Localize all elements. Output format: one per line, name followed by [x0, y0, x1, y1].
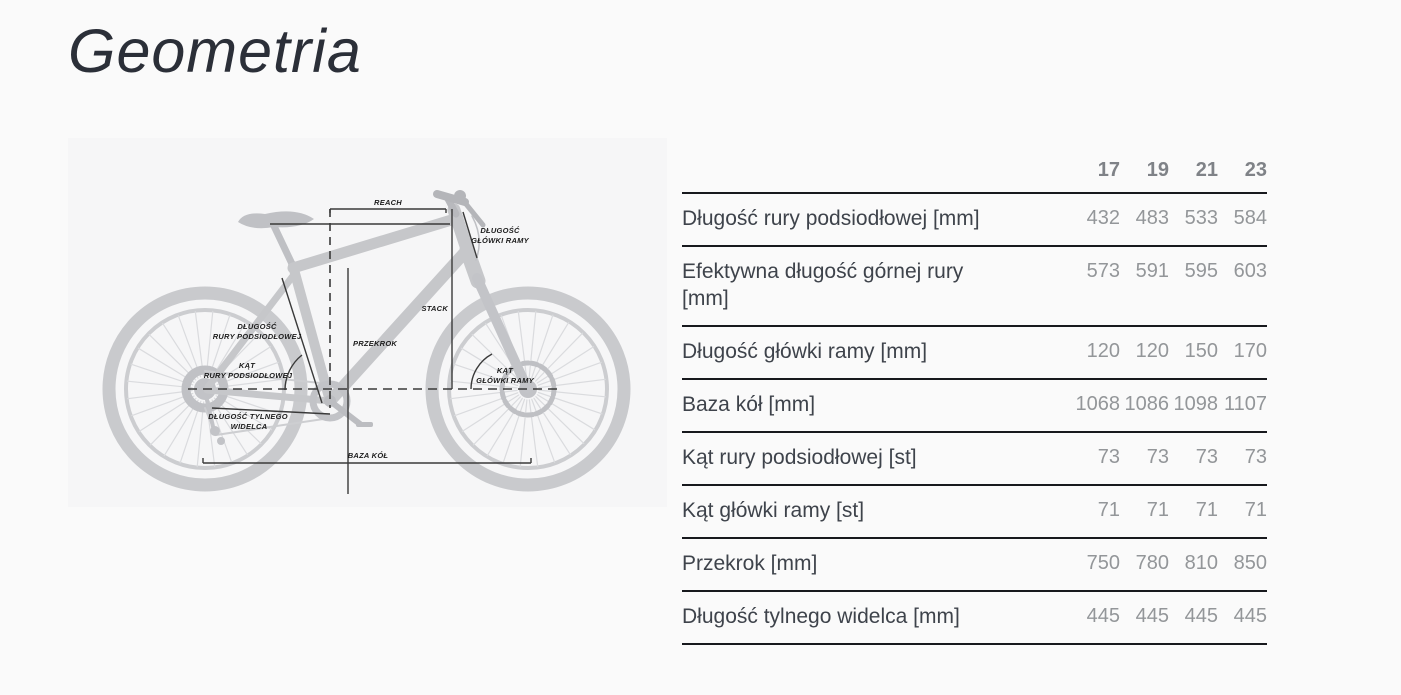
row-value: 603 — [1218, 246, 1267, 326]
row-label: Kąt główki ramy [st] — [682, 485, 1071, 538]
table-row — [682, 193, 1267, 246]
row-value: 71 — [1218, 485, 1267, 538]
table-row — [682, 246, 1267, 326]
label-column-header — [682, 148, 1071, 193]
row-value: 595 — [1169, 246, 1218, 326]
head-tube-angle-label-1: KĄT — [496, 366, 514, 375]
seat-tube-length-label-2: RURY PODSIODŁOWEJ — [212, 332, 302, 341]
bike-silhouette — [109, 190, 624, 485]
row-value: 71 — [1120, 485, 1169, 538]
geometry-diagram — [68, 138, 667, 507]
head-tube-length-label-1: DŁUGOŚĆ — [480, 226, 520, 235]
measurement-labels — [204, 198, 535, 460]
row-value: 73 — [1218, 432, 1267, 485]
row-value: 780 — [1120, 538, 1169, 591]
reach-label: REACH — [374, 198, 402, 207]
row-label: Długość tylnego widelca [mm] — [682, 591, 1071, 644]
down-tube — [331, 250, 467, 400]
row-value: 445 — [1120, 591, 1169, 644]
top-tube — [293, 218, 458, 268]
row-value: 150 — [1169, 326, 1218, 379]
size-header: 19 — [1120, 148, 1169, 193]
chainstay-length-label-1: DŁUGOŚĆ TYLNEGO — [208, 412, 288, 421]
row-value: 1068 — [1071, 379, 1120, 432]
size-header: 23 — [1218, 148, 1267, 193]
head-tube-angle-label-2: GŁÓWKI RAMY — [476, 376, 534, 385]
page-title: Geometria — [68, 17, 362, 85]
row-value: 71 — [1071, 485, 1120, 538]
table-row — [682, 485, 1267, 538]
saddle — [238, 211, 314, 228]
row-value: 120 — [1120, 326, 1169, 379]
pedal — [356, 422, 373, 427]
row-value: 445 — [1218, 591, 1267, 644]
table-row — [682, 432, 1267, 485]
row-value: 810 — [1169, 538, 1218, 591]
seat-tube-angle-label-2: RURY PODSIODŁOWEJ — [203, 371, 293, 380]
seat-post — [274, 226, 293, 266]
row-label: Przekrok [mm] — [682, 538, 1071, 591]
table-row — [682, 379, 1267, 432]
row-label: Baza kół [mm] — [682, 379, 1071, 432]
row-value: 445 — [1169, 591, 1218, 644]
geometry-size-table — [682, 148, 1267, 645]
row-label: Kąt rury podsiodłowej [st] — [682, 432, 1071, 485]
size-header-row — [682, 148, 1267, 193]
size-header: 21 — [1169, 148, 1218, 193]
row-value: 73 — [1071, 432, 1120, 485]
row-value: 120 — [1071, 326, 1120, 379]
row-label: Długość rury podsiodłowej [mm] — [682, 193, 1071, 246]
table-row — [682, 538, 1267, 591]
row-value: 591 — [1120, 246, 1169, 326]
chainstay-length-label-2: WIDELCA — [230, 422, 268, 431]
row-value: 850 — [1218, 538, 1267, 591]
bike-illustration — [68, 138, 667, 507]
seat-tube-length-label-1: DŁUGOŚĆ — [237, 322, 277, 331]
headset-cap — [454, 190, 466, 202]
row-value: 445 — [1071, 591, 1120, 644]
row-value: 71 — [1169, 485, 1218, 538]
row-value: 483 — [1120, 193, 1169, 246]
row-value: 584 — [1218, 193, 1267, 246]
seat-tube-angle-label-1: KĄT — [238, 361, 256, 370]
row-value: 170 — [1218, 326, 1267, 379]
row-value: 1086 — [1120, 379, 1169, 432]
row-label: Długość główki ramy [mm] — [682, 326, 1071, 379]
wheelbase-label: BAZA KÓŁ — [347, 451, 389, 460]
row-value: 573 — [1071, 246, 1120, 326]
head-tube-length-label-2: GŁÓWKI RAMY — [471, 236, 529, 245]
row-value: 432 — [1071, 193, 1120, 246]
row-label: Efektywna długość górnej rury [mm] — [682, 246, 1071, 326]
row-value: 750 — [1071, 538, 1120, 591]
size-header: 17 — [1071, 148, 1120, 193]
row-value: 73 — [1120, 432, 1169, 485]
row-value: 1107 — [1218, 379, 1267, 432]
standover-label: PRZEKROK — [353, 339, 398, 348]
row-value: 73 — [1169, 432, 1218, 485]
row-value: 533 — [1169, 193, 1218, 246]
reach-line — [330, 209, 446, 213]
row-value: 1098 — [1169, 379, 1218, 432]
table-row — [682, 591, 1267, 644]
stack-label: STACK — [421, 304, 448, 313]
table-row — [682, 326, 1267, 379]
